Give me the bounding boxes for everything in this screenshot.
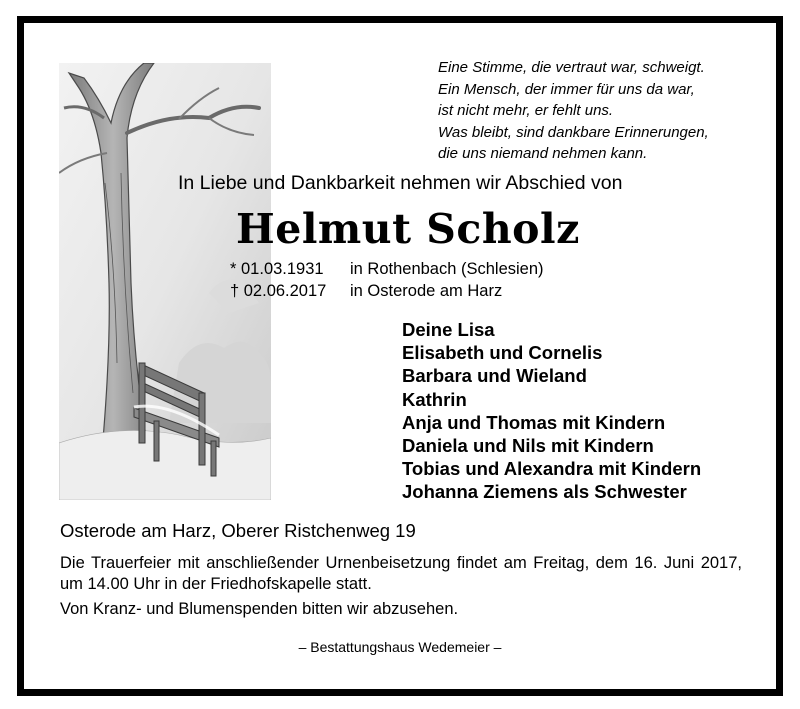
mourner: Barbara und Wieland bbox=[402, 365, 587, 387]
mourner: Elisabeth und Cornelis bbox=[402, 342, 603, 364]
poem-line: Was bleibt, sind dankbare Erinnerungen, bbox=[438, 123, 709, 141]
poem-line: Eine Stimme, die vertraut war, schweigt. bbox=[438, 59, 705, 76]
mourner: Daniela und Nils mit Kindern bbox=[402, 435, 654, 457]
mourner: Anja und Thomas mit Kindern bbox=[402, 411, 666, 433]
undertaker: – Bestattungshaus Wedemeier – bbox=[298, 639, 502, 655]
death-place: in Osterode am Harz bbox=[350, 282, 503, 300]
life-dates bbox=[230, 258, 544, 302]
poem-line: Ein Mensch, der immer für uns da war, bbox=[438, 80, 695, 98]
death-row bbox=[230, 280, 544, 302]
donations-notice: Von Kranz- und Blumenspenden bitten wir abzusehen. bbox=[60, 600, 459, 618]
birth-date: * 01.03.1931 bbox=[230, 260, 324, 278]
mourner: Tobias und Alexandra mit Kindern bbox=[402, 458, 702, 480]
birth-place: in Rothenbach (Schlesien) bbox=[350, 260, 544, 278]
address: Osterode am Harz, Oberer Ristchenweg 19 bbox=[60, 520, 416, 541]
funeral-notice: Die Trauerfeier mit anschließender Urnenbeisetzung findet am Freitag, dem 16. Juni 2017, um 14.00 Uhr in der Friedhofskapelle statt. bbox=[60, 554, 742, 593]
deceased-name: Helmut Scholz bbox=[236, 205, 580, 253]
intro-line: In Liebe und Dankbarkeit nehmen wir Abschied von bbox=[178, 172, 623, 194]
poem-line: ist nicht mehr, er fehlt uns. bbox=[438, 102, 614, 119]
mourner: Deine Lisa bbox=[402, 319, 495, 340]
birth-row bbox=[230, 258, 544, 280]
mourner: Johanna Ziemens als Schwester bbox=[402, 481, 687, 503]
poem-line: die uns niemand nehmen kann. bbox=[438, 145, 648, 162]
death-date: † 02.06.2017 bbox=[230, 282, 327, 300]
poem bbox=[438, 57, 709, 165]
mourners-list bbox=[402, 318, 701, 504]
mourner: Kathrin bbox=[402, 388, 467, 410]
